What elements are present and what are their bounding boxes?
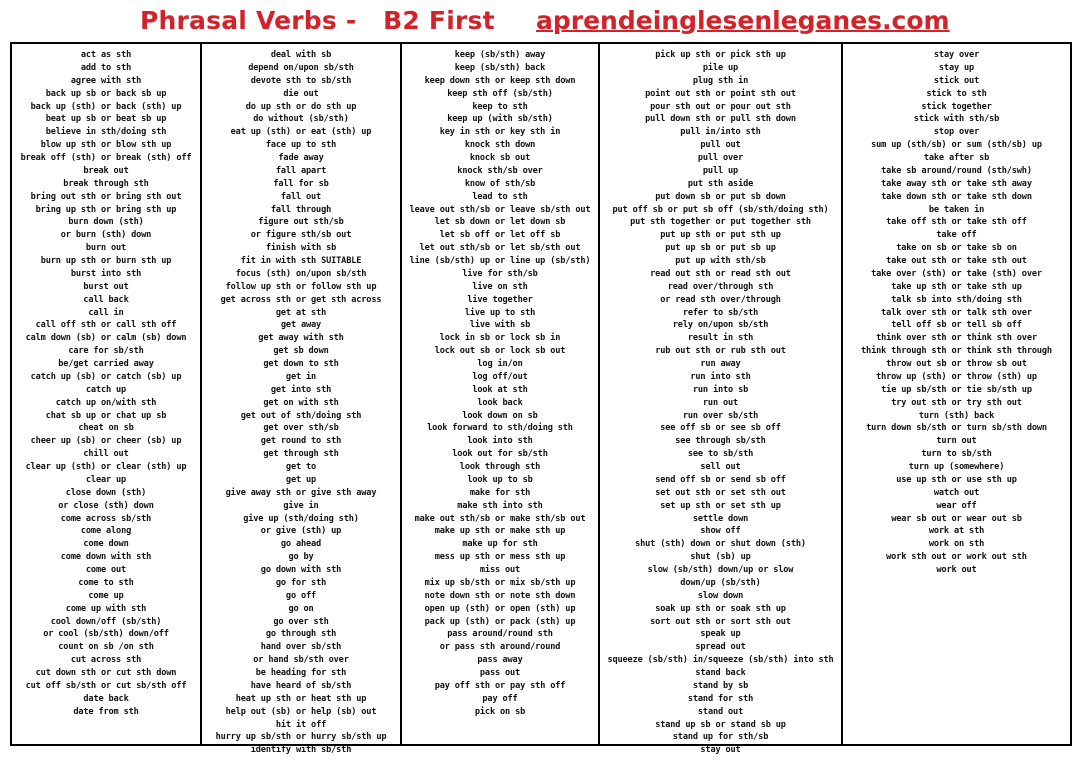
phrasal-verb-entry: live for sth/sb <box>462 268 538 279</box>
phrasal-verb-entry: take down sth or take sth down <box>881 191 1032 202</box>
phrasal-verb-entry: see to sb/sth <box>687 449 754 460</box>
phrasal-verb-entry: look forward to sth/doing sth <box>427 423 573 434</box>
phrasal-verb-entry: slow down <box>697 590 744 601</box>
phrasal-verb-entry: pull up <box>702 165 739 176</box>
phrasal-verb-entry: get round to sth <box>260 436 342 447</box>
phrasal-verb-entry: shut (sth) down or shut down (sth) <box>635 539 806 550</box>
phrasal-verb-entry: line (sb/sth) up or line up (sb/sth) <box>409 256 591 266</box>
phrasal-verb-entry: follow up sth or follow sth up <box>225 281 377 292</box>
phrasal-verb-entry: note down sth or note sth down <box>424 590 576 601</box>
phrasal-verb-entry: date from sth <box>73 706 139 717</box>
phrasal-verb-entry: live together <box>467 294 533 305</box>
phrasal-verb-entry: hand over sb/sth <box>260 642 342 653</box>
phrasal-verb-entry: plug sth in <box>692 75 749 86</box>
phrasal-verb-entry: take up sth or take sth up <box>891 281 1022 292</box>
phrasal-verb-entry: fall through <box>270 204 332 215</box>
phrasal-verb-entry: stand up for sth/sb <box>672 732 769 743</box>
phrasal-verb-entry: keep sth off (sb/sth) <box>447 88 553 99</box>
phrasal-verb-entry: think over sth or think sth over <box>876 333 1037 344</box>
phrasal-verb-entry: go down with sth <box>260 565 342 575</box>
phrasal-verb-entry: send off sb or send sb off <box>655 474 786 485</box>
phrasal-verb-entry: look into sth <box>467 436 533 447</box>
phrasal-verb-entry: add to sth <box>80 62 132 73</box>
phrasal-verb-entry: mix up sb/sth or mix sb/sth up <box>424 577 576 588</box>
phrasal-verb-entry: or figure sth/sb out <box>250 230 352 241</box>
phrasal-verb-entry: devote sth to sb/sth <box>250 75 352 86</box>
phrasal-verb-entry: squeeze (sb/sth) in/squeeze (sb/sth) into sth <box>607 655 834 666</box>
phrasal-verb-entry: catch up on/with sth <box>55 397 157 408</box>
phrasal-verb-entry: burst into sth <box>70 268 142 279</box>
phrasal-verb-entry: depend on/upon sb/sth <box>248 62 354 73</box>
phrasal-verb-entry: pile up <box>702 62 739 73</box>
phrasal-verb-entry: work on sth <box>928 539 985 550</box>
phrasal-verb-entry: run away <box>700 359 741 369</box>
phrasal-verb-entry: give up (sth/doing sth) <box>243 513 359 524</box>
phrasal-verb-entry: stay up <box>938 62 975 73</box>
phrasal-verb-entry: or close (sth) down <box>58 500 154 511</box>
phrasal-verb-entry: stand back <box>695 668 746 678</box>
phrasal-verb-entry: go by <box>288 552 314 563</box>
phrasal-verb-entry: pass around/round sth <box>447 629 553 640</box>
column-4 <box>600 44 843 756</box>
phrasal-verb-entry: leave out sth/sb or leave sb/sth out <box>409 204 591 215</box>
phrasal-verb-entry: catch up <box>85 384 127 395</box>
phrasal-verb-entry: go for sth <box>275 577 327 588</box>
phrasal-verbs-table <box>10 42 1072 756</box>
phrasal-verb-entry: put up with sth/sb <box>675 256 766 266</box>
phrasal-verb-entry: figure out sth/sb <box>258 217 344 228</box>
phrasal-verb-entry: tell off sb or tell sb off <box>891 320 1022 331</box>
phrasal-verb-entry: come down with sth <box>60 552 152 563</box>
phrasal-verb-entry: let out sth/sb or let sb/sth out <box>419 243 581 254</box>
column-2 <box>202 44 402 756</box>
phrasal-verb-entry: stick out <box>933 75 980 86</box>
phrasal-verb-entry: try out sth or try sth out <box>891 397 1022 408</box>
phrasal-verb-entry: die out <box>283 88 319 99</box>
phrasal-verb-entry: cool down/off (sb/sth) <box>50 616 162 627</box>
phrasal-verb-entry: chat sb up or chat up sb <box>45 410 167 421</box>
phrasal-verb-entry: see through sb/sth <box>675 436 766 447</box>
phrasal-verb-entry: tie up sb/sth or tie sb/sth up <box>881 384 1032 395</box>
phrasal-verb-entry: get to <box>285 462 317 472</box>
phrasal-verb-entry: get across sth or get sth across <box>220 294 382 305</box>
phrasal-verb-entry: pay off sth or pay sth off <box>434 680 566 691</box>
phrasal-verb-entry: come across sb/sth <box>60 513 152 524</box>
phrasal-verb-entry: turn down sb/sth or turn sb/sth down <box>866 423 1047 434</box>
phrasal-verb-entry: lock in sb or lock sb in <box>439 333 561 344</box>
phrasal-verb-entry: come out <box>85 565 127 575</box>
phrasal-verb-entry: stand for sth <box>687 693 754 704</box>
phrasal-verb-entry: hit it off <box>275 719 327 730</box>
phrasal-verb-entry: miss out <box>479 565 521 575</box>
phrasal-verb-entry: make up sth or make sth up <box>434 526 566 537</box>
phrasal-verb-entry: turn out <box>936 436 977 447</box>
phrasal-verb-entry: come up <box>88 590 124 601</box>
phrasal-verb-entry: catch up (sb) or catch (sb) up <box>30 371 182 382</box>
phrasal-verb-entry: back up sb or back sb up <box>45 88 167 99</box>
phrasal-verb-entry: run over sb/sth <box>682 410 759 421</box>
phrasal-verb-entry: back up (sth) or back (sth) up <box>30 101 182 112</box>
phrasal-verb-entry: stick together <box>921 101 992 112</box>
phrasal-verb-entry: live up to sth <box>464 307 536 318</box>
phrasal-verb-entry: result in sth <box>687 333 754 344</box>
phrasal-verb-entry: cut across sth <box>70 655 142 666</box>
phrasal-verb-entry: take off <box>936 230 977 241</box>
column-5 <box>843 44 1070 744</box>
phrasal-verb-entry: fall for sb <box>273 178 329 189</box>
phrasal-verb-entry: or hand sb/sth over <box>253 655 349 666</box>
phrasal-verb-entry: pull in/into sth <box>680 127 761 138</box>
phrasal-verb-entry: cut down sth or cut sth down <box>35 668 177 678</box>
phrasal-verb-entry: rely on/upon sb/sth <box>672 320 769 331</box>
phrasal-verb-entry: pick up sth or pick sth up <box>655 50 786 60</box>
phrasal-verb-entry: get at sth <box>275 307 327 318</box>
phrasal-verb-entry: deal with sb <box>270 50 332 60</box>
phrasal-verb-entry: fit in with sth SUITABLE <box>240 256 362 266</box>
phrasal-verb-entry: keep to sth <box>472 101 528 112</box>
phrasal-verb-entry: focus (sth) on/upon sb/sth <box>235 268 367 279</box>
phrasal-verb-entry: give away sth or give sth away <box>225 487 377 498</box>
phrasal-verb-entry: get away <box>280 320 322 331</box>
phrasal-verb-entry: think through sth or think sth through <box>861 346 1052 357</box>
phrasal-verb-entry: burst out <box>83 281 129 292</box>
phrasal-verb-entry: know of sth/sb <box>464 178 536 189</box>
phrasal-verb-entry: stand out <box>697 706 744 717</box>
phrasal-verb-entry: eat up (sth) or eat (sth) up <box>230 127 372 138</box>
phrasal-verb-entry: break through sth <box>63 178 149 189</box>
phrasal-verb-entry: do up sth or do sth up <box>245 101 357 112</box>
phrasal-verb-entry: take on sb or take sb on <box>896 243 1017 254</box>
phrasal-verb-entry: get out of sth/doing sth <box>240 410 362 421</box>
phrasal-verb-entry: turn to sb/sth <box>921 449 992 460</box>
phrasal-verb-entry: let sb off or let off sb <box>439 230 561 241</box>
phrasal-verb-entry: get on with sth <box>263 397 339 408</box>
phrasal-verb-entry: do without (sb/sth) <box>253 114 349 125</box>
phrasal-verb-entry: identify with sb/sth <box>250 745 352 756</box>
phrasal-verb-entry: keep up (with sb/sth) <box>447 114 553 125</box>
website-link[interactable]: aprendeinglesenleganes.com <box>536 6 950 35</box>
phrasal-verb-entry: take over (sth) or take (sth) over <box>871 268 1042 279</box>
phrasal-verb-entry: go on <box>288 603 314 614</box>
phrasal-verb-entry: call back <box>83 294 129 305</box>
phrasal-verb-entry: wear off <box>936 500 977 511</box>
phrasal-verb-entry: put sth together or put together sth <box>630 217 811 228</box>
phrasal-verb-entry: be taken in <box>928 204 985 215</box>
phrasal-verb-entry: run out <box>702 397 739 408</box>
phrasal-verb-entry: come up with sth <box>65 603 147 614</box>
phrasal-verb-entry: burn up sth or burn sth up <box>40 256 172 266</box>
phrasal-verb-entry: look up to sb <box>467 474 533 485</box>
phrasal-verb-entry: use up sth or use sth up <box>896 474 1017 485</box>
phrasal-verb-entry: pass away <box>477 655 523 666</box>
phrasal-verb-entry: take out sth or take sth out <box>886 256 1027 266</box>
phrasal-verb-entry: run into sth <box>690 371 751 382</box>
phrasal-verb-entry: keep down sth or keep sth down <box>424 75 576 86</box>
phrasal-verb-entry: get through sth <box>263 449 339 460</box>
phrasal-verb-entry: give in <box>283 500 319 511</box>
phrasal-verb-entry: calm down (sb) or calm (sb) down <box>25 333 187 344</box>
phrasal-verb-entry: chill out <box>83 449 129 460</box>
phrasal-verb-entry: set up sth or set sth up <box>660 500 781 511</box>
phrasal-verb-entry: care for sb/sth <box>68 346 144 357</box>
phrasal-verb-entry: pick on sb <box>474 706 526 717</box>
phrasal-verb-entry: or pass sth around/round <box>439 642 561 653</box>
phrasal-verb-entry: mess up sth or mess sth up <box>434 552 566 563</box>
phrasal-verb-entry: look out for sb/sth <box>452 449 548 460</box>
phrasal-verb-entry: put down sb or put sb down <box>655 191 786 202</box>
phrasal-verb-entry: point out sth or point sth out <box>645 88 796 99</box>
phrasal-verb-entry: live with sb <box>469 320 531 331</box>
phrasal-verb-entry: look at sth <box>472 384 528 395</box>
phrasal-verb-entry: stick with sth/sb <box>913 114 1000 125</box>
phrasal-verb-entry: fade away <box>278 153 324 163</box>
phrasal-verb-entry: be heading for sth <box>255 668 347 678</box>
phrasal-verb-entry: wear sb out or wear out sb <box>891 513 1022 524</box>
phrasal-verb-entry: put up sb or put sb up <box>665 243 776 254</box>
phrasal-verb-entry: beat up sb or beat sb up <box>45 114 167 125</box>
phrasal-verb-entry: get into sth <box>270 384 332 395</box>
phrasal-verb-entry: open up (sth) or open (sth) up <box>424 603 576 614</box>
phrasal-verb-entry: stand by sb <box>692 680 749 691</box>
phrasal-verb-entry: read out sth or read sth out <box>650 268 791 279</box>
phrasal-verb-entry: believe in sth/doing sth <box>45 127 167 138</box>
phrasal-verb-entry: agree with sth <box>70 75 142 86</box>
phrasal-verb-entry: date back <box>83 693 129 704</box>
phrasal-verb-entry: go off <box>285 590 317 601</box>
phrasal-verb-entry: pull over <box>697 153 744 163</box>
phrasal-verb-entry: make sth into sth <box>457 500 543 511</box>
phrasal-verb-entry: hurry up sb/sth or hurry sb/sth up <box>215 732 387 743</box>
phrasal-verb-entry: go over sth <box>273 616 329 627</box>
phrasal-verb-entry: work at sth <box>928 526 985 537</box>
phrasal-verb-entry: fall apart <box>275 165 327 176</box>
phrasal-verb-entry: key in sth or key sth in <box>439 127 561 138</box>
phrasal-verb-entry: lock out sb or lock sb out <box>434 346 566 357</box>
phrasal-verb-entry: get over sth/sb <box>263 423 339 434</box>
phrasal-verb-entry: work sth out or work out sth <box>886 552 1027 563</box>
phrasal-verb-entry: make up for sth <box>462 539 538 550</box>
phrasal-verb-entry: stick to sth <box>926 88 987 99</box>
phrasal-verb-entry: or give (sth) up <box>260 526 342 537</box>
phrasal-verb-entry: come to sth <box>78 577 134 588</box>
phrasal-verb-entry: sell out <box>700 462 741 472</box>
phrasal-verb-entry: clear up <box>85 474 127 485</box>
phrasal-verb-entry: blow up sth or blow sth up <box>40 140 172 151</box>
phrasal-verb-entry: count on sb /on sth <box>58 642 154 653</box>
phrasal-verb-entry: knock sth down <box>464 140 536 151</box>
phrasal-verb-entry: show off <box>700 526 741 537</box>
phrasal-verb-entry: keep (sb/sth) away <box>454 50 546 60</box>
phrasal-verb-entry: take after sb <box>923 153 990 163</box>
phrasal-verb-entry: cheer up (sb) or cheer (sb) up <box>30 436 182 447</box>
phrasal-verb-entry: knock sb out <box>469 153 531 163</box>
phrasal-verb-entry: turn (sth) back <box>918 410 995 421</box>
phrasal-verb-entry: lead to sth <box>472 191 528 202</box>
phrasal-verb-entry: talk sb into sth/doing sth <box>891 294 1022 305</box>
phrasal-verb-entry: take off sth or take sth off <box>886 217 1027 228</box>
phrasal-verb-entry: clear up (sth) or clear (sth) up <box>25 462 187 472</box>
phrasal-verb-entry: make out sth/sb or make sth/sb out <box>414 513 586 524</box>
phrasal-verb-entry: get up <box>285 474 317 485</box>
phrasal-verb-entry: bring out sth or bring sth out <box>30 191 182 202</box>
phrasal-verb-entry: throw out sb or throw sb out <box>886 359 1027 369</box>
phrasal-verb-entry: look back <box>477 397 523 408</box>
phrasal-verb-entry: go through sth <box>265 629 337 640</box>
phrasal-verb-entry: knock sth/sb over <box>457 165 543 176</box>
phrasal-verb-entry: pour sth out or pour out sth <box>650 101 791 112</box>
phrasal-verb-entry: down/up (sb/sth) <box>680 577 761 588</box>
phrasal-verb-entry: close down (sth) <box>65 487 147 498</box>
phrasal-verb-entry: spread out <box>695 642 746 653</box>
phrasal-verb-entry: get in <box>285 371 317 382</box>
phrasal-verb-entry: keep (sb/sth) back <box>454 62 546 73</box>
phrasal-verb-entry: cheat on sb <box>78 423 134 434</box>
phrasal-verb-entry: or read sth over/through <box>660 294 781 305</box>
phrasal-verb-entry: put up sth or put sth up <box>660 230 781 241</box>
phrasal-verb-entry: get down to sth <box>263 359 339 369</box>
phrasal-verb-entry: take sb around/round (sth/swh) <box>881 165 1032 176</box>
phrasal-verb-entry: stop over <box>933 127 980 138</box>
phrasal-verb-entry: slow (sb/sth) down/up or slow <box>647 565 794 575</box>
phrasal-verb-entry: get away with sth <box>258 333 344 344</box>
phrasal-verb-entry: break off (sth) or break (sth) off <box>20 153 192 163</box>
phrasal-verb-entry: settle down <box>692 513 749 524</box>
phrasal-verb-entry: make for sth <box>469 487 531 498</box>
phrasal-verb-entry: refer to sb/sth <box>682 307 759 318</box>
phrasal-verb-entry: shut (sb) up <box>690 552 751 563</box>
page-title: Phrasal Verbs - B2 First <box>140 6 495 35</box>
phrasal-verb-entry: set out sth or set sth out <box>655 487 786 498</box>
phrasal-verb-entry: work out <box>936 565 977 575</box>
phrasal-verb-entry: pull out <box>700 140 741 151</box>
phrasal-verb-entry: help out (sb) or help (sb) out <box>225 706 377 717</box>
phrasal-verb-entry: turn up (somewhere) <box>908 462 1005 472</box>
phrasal-verb-entry: rub out sth or rub sth out <box>655 346 786 357</box>
phrasal-verb-entry: heat up sth or heat sth up <box>235 693 367 704</box>
phrasal-verb-entry: fall out <box>280 191 322 202</box>
phrasal-verb-entry: pay off <box>482 693 518 704</box>
phrasal-verb-entry: or burn (sth) down <box>60 230 152 241</box>
phrasal-verb-entry: pack up (sth) or pack (sth) up <box>424 616 576 627</box>
phrasal-verb-entry: or cool (sb/sth) down/off <box>43 629 169 640</box>
phrasal-verb-entry: call in <box>88 307 124 318</box>
phrasal-verb-entry: soak up sth or soak sth up <box>655 603 786 614</box>
phrasal-verb-entry: cut off sb/sth or cut sb/sth off <box>25 680 187 691</box>
header <box>0 0 1080 42</box>
phrasal-verb-entry: sum up (sth/sb) or sum (sth/sb) up <box>871 140 1042 151</box>
phrasal-verb-entry: stay out <box>700 745 741 756</box>
phrasal-verb-entry: let sb down or let down sb <box>434 217 566 228</box>
phrasal-verb-entry: run into sb <box>692 384 749 395</box>
phrasal-verb-entry: look through sth <box>459 462 541 472</box>
phrasal-verb-entry: get sb down <box>273 346 329 357</box>
column-1 <box>12 44 202 744</box>
phrasal-verb-entry: throw up (sth) or throw (sth) up <box>876 371 1037 382</box>
phrasal-verb-entry: burn down (sth) <box>68 217 144 228</box>
phrasal-verb-entry: pull down sth or pull sth down <box>645 114 796 125</box>
phrasal-verb-entry: live on sth <box>472 281 528 292</box>
phrasal-verb-entry: burn out <box>85 243 127 254</box>
phrasal-verb-entry: come down <box>83 539 129 550</box>
phrasal-verb-entry: look down on sb <box>462 410 538 421</box>
phrasal-verb-entry: talk over sth or talk sth over <box>881 307 1032 318</box>
phrasal-verb-entry: see off sb or see sb off <box>660 423 781 434</box>
phrasal-verb-entry: finish with sb <box>265 243 337 254</box>
phrasal-verb-entry: face up to sth <box>265 140 337 151</box>
phrasal-verb-entry: come along <box>80 526 132 537</box>
column-3 <box>402 44 600 744</box>
phrasal-verb-entry: watch out <box>933 487 980 498</box>
phrasal-verb-entry: stay over <box>933 50 980 60</box>
phrasal-verb-entry: log in/on <box>477 359 523 369</box>
phrasal-verb-entry: bring up sth or bring sth up <box>35 204 177 215</box>
phrasal-verb-entry: read over/through sth <box>667 281 774 292</box>
phrasal-verb-entry: call off sth or call sth off <box>35 320 177 331</box>
phrasal-verb-entry: speak up <box>700 629 741 640</box>
phrasal-verb-entry: sort out sth or sort sth out <box>650 616 791 627</box>
phrasal-verb-entry: put off sb or put sb off (sb/sth/doing sth) <box>612 204 829 215</box>
phrasal-verb-entry: log off/out <box>472 371 528 382</box>
phrasal-verb-entry: have heard of sb/sth <box>250 680 352 691</box>
phrasal-verb-entry: break out <box>83 165 129 176</box>
phrasal-verb-entry: take away sth or take sth away <box>881 178 1032 189</box>
phrasal-verb-entry: pass out <box>479 668 521 678</box>
phrasal-verb-entry: be/get carried away <box>58 359 154 369</box>
phrasal-verb-entry: stand up sb or stand sb up <box>655 719 786 730</box>
phrasal-verb-entry: put sth aside <box>687 178 754 189</box>
phrasal-verb-entry: go ahead <box>280 539 322 550</box>
phrasal-verb-entry: act as sth <box>80 50 132 60</box>
